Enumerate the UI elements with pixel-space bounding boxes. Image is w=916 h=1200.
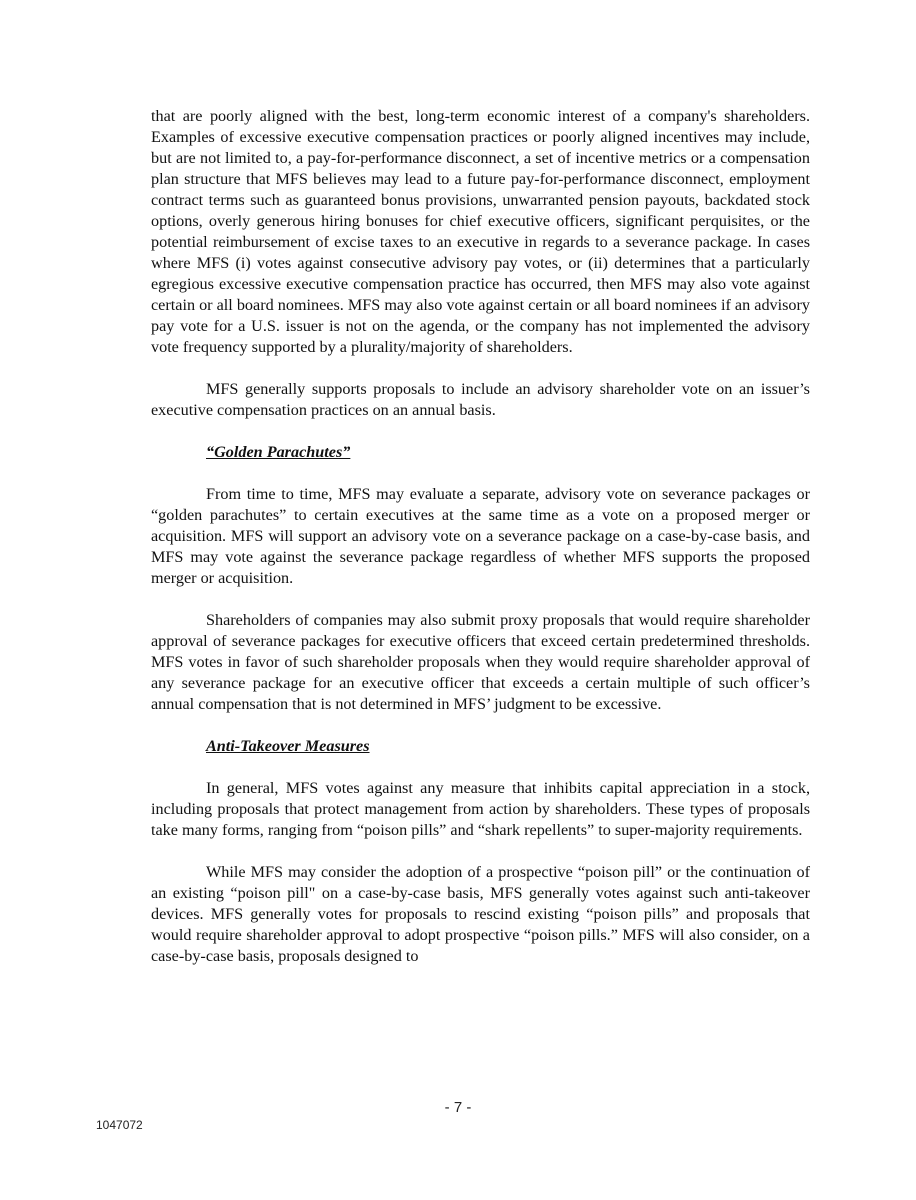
paragraph-poison-pills: While MFS may consider the adoption of a prospective “poison pill” or the continuation of an existing “poison pill" on a case-by-case basis, MFS generally votes against such anti-takeover devices. MFS generally votes for proposals to rescind existing “poison pills” and proposals that would require shareholder approval to adopt prospective “poison pills.” MFS will also consider, on a case-by-case basis, proposals designed to [151,863,810,965]
paragraph-capital-appreciation: In general, MFS votes against any measure that inhibits capital appreciation in a stock, including proposals that protect management from action by shareholders. These types of proposals take many forms, ranging from “poison pills” and “shark repellents” to super-majority requirements. [151,779,810,839]
document-body [151,106,810,967]
heading-anti-takeover-measures: Anti-Takeover Measures [206,737,370,755]
paragraph-shareholder-severance-proposals: Shareholders of companies may also submit proxy proposals that would require shareholder approval of severance packages for executive officers that exceed certain predetermined thresholds. MFS votes in favor of such shareholder proposals when they would require shareholder approval of any severance package for an executive officer that exceeds a certain multiple of such officer’s annual compensation that is not determined in MFS’ judgment to be excessive. [151,611,810,713]
paragraph-severance-advisory-vote: From time to time, MFS may evaluate a separate, advisory vote on severance packages or “golden parachutes” to certain executives at the same time as a vote on a proposed merger or acquisition. MFS will support an advisory vote on a severance package on a case-by-case basis, and MFS may vote against the severance package regardless of whether MFS supports the proposed merger or acquisition. [151,485,810,587]
paragraph-annual-advisory-vote: MFS generally supports proposals to include an advisory shareholder vote on an issuer’s executive compensation practices on an annual basis. [151,380,810,419]
page-number: - 7 - [444,1099,472,1116]
paragraph-executive-compensation: that are poorly aligned with the best, long-term economic interest of a company's shareholders. Examples of excessive executive compensation practices or poorly aligned incentives may include, but are not limited to, a pay-for-performance disconnect, a set of incentive metrics or a compensation plan structure that MFS believes may lead to a future pay-for-performance disconnect, employment contract terms such as guaranteed bonus provisions, unwarranted pension payouts, backdated stock options, overly generous hiring bonuses for chief executive officers, significant perquisites, or the potential reimbursement of excise taxes to an executive in regards to a severance package. In cases where MFS (i) votes against consecutive advisory pay votes, or (ii) determines that a particularly egregious excessive executive compensation practice has occurred, then MFS may also vote against certain or all board nominees. MFS may also vote against certain or all board nominees if an advisory pay vote for a U.S. issuer is not on the agenda, or the company has not implemented the advisory vote frequency supported by a plurality/majority of shareholders. [151,107,811,356]
heading-golden-parachutes: “Golden Parachutes” [206,443,351,461]
document-id: 1047072 [96,1118,143,1132]
